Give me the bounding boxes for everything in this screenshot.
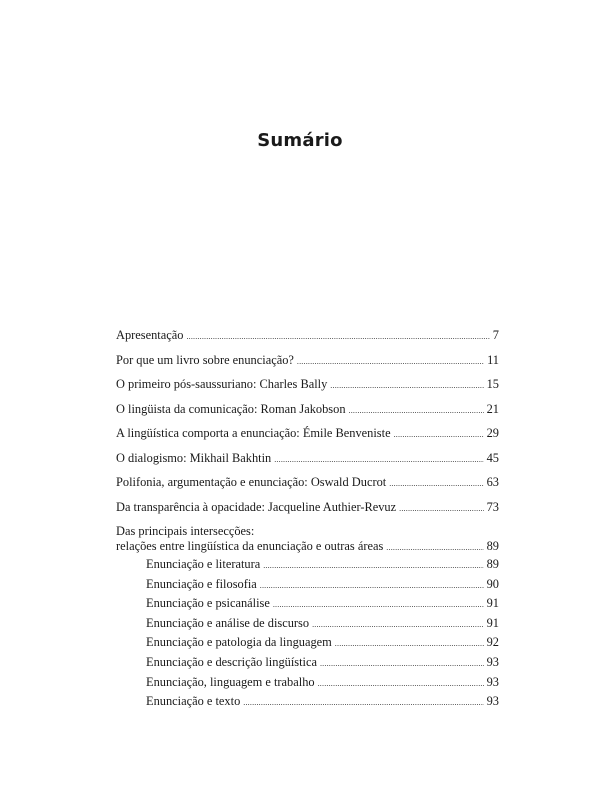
toc-entry-label: Apresentação <box>116 328 184 342</box>
toc-entry-page: 7 <box>492 328 499 342</box>
dot-leader <box>330 377 483 395</box>
dot-leader <box>260 576 484 596</box>
toc-entry <box>116 326 499 344</box>
toc-subentry-label: Enunciação e descrição lingüística <box>146 654 317 669</box>
toc-subentry <box>116 594 499 614</box>
toc-subentry <box>116 614 499 634</box>
toc-entry-page: 11 <box>487 352 499 367</box>
toc-subentry <box>116 633 499 653</box>
toc-subentry-label: Enunciação e filosofia <box>146 576 257 591</box>
toc-subentry-label: Enunciação, linguagem e trabalho <box>146 674 315 689</box>
table-of-contents <box>116 326 499 712</box>
toc-entry <box>116 375 499 393</box>
page-title: Sumário <box>257 130 343 152</box>
toc-entry-page: 45 <box>486 450 499 465</box>
toc-entry-label: Por que um livro sobre enunciação? <box>116 352 294 367</box>
toc-entry <box>116 498 499 516</box>
dot-leader <box>263 556 483 576</box>
toc-subentry-label: Enunciação e patologia da linguagem <box>146 635 332 650</box>
dot-leader <box>274 451 483 469</box>
dot-leader <box>186 328 489 346</box>
toc-entry-label: O primeiro pós-saussuriano: Charles Bally <box>116 377 328 391</box>
dot-leader <box>386 539 483 557</box>
toc-subentry-page: 93 <box>486 694 499 709</box>
toc-entry <box>116 400 499 418</box>
toc-entry <box>116 424 499 442</box>
toc-entry <box>116 473 499 491</box>
dot-leader <box>335 634 484 654</box>
toc-entry-label: O dialogismo: Mikhail Bakhtin <box>116 450 272 465</box>
toc-entry-label: O lingüista da comunicação: Roman Jakobson <box>116 401 346 416</box>
dot-leader <box>394 426 484 444</box>
dot-leader <box>389 475 483 493</box>
toc-section-label-line1: Das principais intersecções: <box>116 524 255 538</box>
toc-entry-page: 15 <box>486 377 499 391</box>
toc-subentry-label: Enunciação e psicanálise <box>146 596 270 611</box>
toc-subentry-label: Enunciação e texto <box>146 694 241 709</box>
toc-subentry-page: 93 <box>486 654 499 669</box>
dot-leader <box>320 654 484 674</box>
toc-entry-page: 63 <box>486 475 499 489</box>
toc-subentry-page: 91 <box>486 615 499 630</box>
toc-subentry-page: 90 <box>486 576 499 591</box>
toc-subentry <box>116 692 499 712</box>
toc-entry-label: Da transparência à opacidade: Jacqueline Authier-Revuz <box>116 499 397 514</box>
toc-entry-label: Polifonia, argumentação e enunciação: Oswald Ducrot <box>116 475 387 489</box>
dot-leader <box>297 353 484 371</box>
dot-leader <box>312 615 484 635</box>
toc-subentry-page: 89 <box>486 557 499 571</box>
toc-section-entry <box>116 522 499 555</box>
toc-entry-label: A lingüística comporta a enunciação: Émile Benveniste <box>116 426 391 440</box>
dot-leader <box>399 500 483 518</box>
dot-leader <box>318 674 484 694</box>
toc-subentry <box>116 555 499 575</box>
toc-entry-page: 29 <box>486 426 499 440</box>
toc-subentry-page: 91 <box>486 596 499 611</box>
dot-leader <box>349 402 484 420</box>
toc-subentry <box>116 653 499 673</box>
toc-entry-page: 73 <box>486 499 499 514</box>
toc-subentry <box>116 575 499 595</box>
toc-section-line2 <box>116 537 499 555</box>
toc-section-label-line2: relações entre lingüística da enunciação e outras áreas <box>116 539 384 553</box>
toc-subentry-page: 92 <box>486 635 499 650</box>
toc-entry-page: 21 <box>486 401 499 416</box>
toc-subentry-label: Enunciação e análise de discurso <box>146 615 310 630</box>
toc-entry <box>116 351 499 369</box>
dot-leader <box>243 693 483 713</box>
toc-subentry <box>116 673 499 693</box>
toc-entry <box>116 449 499 467</box>
toc-subentry-page: 93 <box>486 674 499 689</box>
toc-section-page: 89 <box>486 539 499 553</box>
dot-leader <box>273 595 484 615</box>
toc-subentry-label: Enunciação e literatura <box>146 557 261 571</box>
